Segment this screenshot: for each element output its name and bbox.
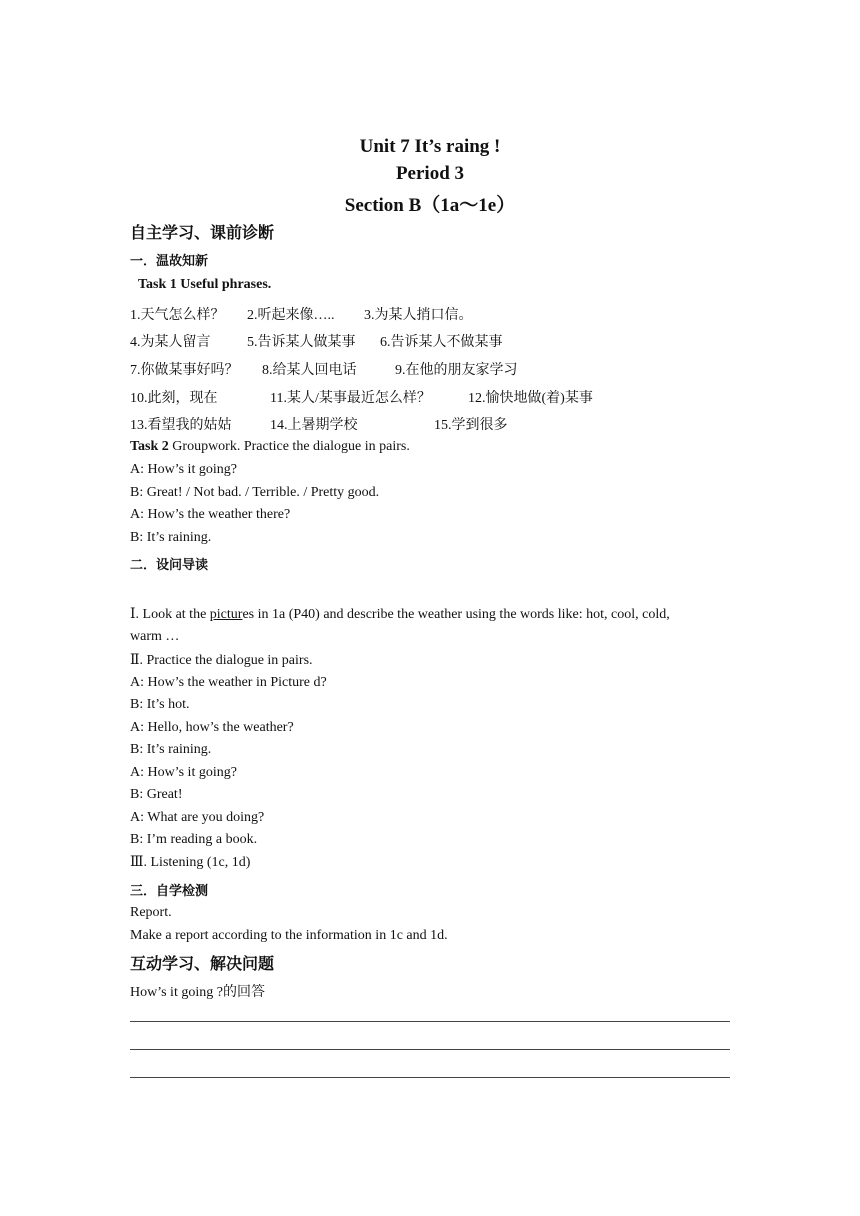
q2-dialogue-1: A: How’s the weather in Picture d?: [130, 675, 327, 690]
phrase-5: 5.告诉某人做某事: [247, 335, 356, 350]
phrase-1: 1.天气怎么样？: [130, 308, 225, 323]
report-label: Report.: [130, 905, 172, 920]
task2-text: Groupwork. Practice the dialogue in pairs.: [168, 439, 410, 454]
part2-question: How’s it going ?的回答: [130, 985, 265, 1000]
sub-heading-review: 一．温故知新: [130, 254, 209, 269]
report-text: Make a report according to the information in 1c and 1d.: [130, 928, 448, 943]
question-1-continued: warm …: [130, 629, 180, 644]
question-1-pre: Ⅰ. Look at the: [130, 607, 210, 622]
answer-line-3: [130, 1077, 730, 1078]
phrase-9: 9.在他的朋友家学习: [395, 363, 518, 378]
phrase-3: 3.为某人捎口信。: [364, 308, 473, 323]
part2-heading: 互动学习、解决问题: [130, 954, 275, 973]
phrase-4: 4.为某人留言: [130, 335, 211, 350]
q2-dialogue-2: B: It’s hot.: [130, 697, 190, 712]
phrase-14: 14.上暑期学校: [270, 418, 358, 433]
task1-label: Task 1 Useful phrases.: [138, 277, 272, 292]
phrase-11: 11.某人/某事最近怎么样？: [270, 391, 431, 406]
q2-dialogue-3: A: Hello, how’s the weather?: [130, 720, 294, 735]
question-1: [130, 606, 670, 623]
phrase-7: 7.你做某事好吗？: [130, 363, 239, 378]
answer-line-2: [130, 1049, 730, 1050]
q2-dialogue-8: B: I’m reading a book.: [130, 832, 258, 847]
question-1-underlined: pictur: [209, 607, 243, 622]
unit-title: Unit 7 It’s raing !: [359, 136, 501, 157]
task2-line: [130, 439, 410, 455]
phrase-8: 8.给某人回电话: [262, 363, 357, 378]
phrase-15: 15.学到很多: [434, 418, 508, 433]
phrase-12: 12.愉快地做(着)某事: [468, 391, 593, 406]
part1-heading: 自主学习、课前诊断: [130, 223, 275, 242]
q2-dialogue-5: A: How’s it going?: [130, 765, 237, 780]
question-2: Ⅱ. Practice the dialogue in pairs.: [130, 653, 313, 668]
phrase-13: 13.看望我的姑姑: [130, 418, 232, 433]
section-title: Section B（1a～1e）: [344, 195, 516, 216]
task2-dialogue-3: A: How’s the weather there?: [130, 507, 291, 522]
phrase-10: 10.此刻，现在: [130, 391, 218, 406]
question-3: Ⅲ. Listening (1c, 1d): [130, 855, 251, 870]
q2-dialogue-4: B: It’s raining.: [130, 742, 212, 757]
sub-heading-guided-reading: 二．设问导读: [130, 558, 209, 573]
task2-label: Task 2: [130, 439, 169, 454]
task2-dialogue-1: A: How’s it going?: [130, 462, 237, 477]
sub-heading-self-check: 三．自学检测: [130, 884, 209, 899]
period-title: Period 3: [395, 163, 465, 184]
q2-dialogue-6: B: Great!: [130, 787, 183, 802]
question-1-post: es in 1a (P40) and describe the weather using the words like: hot, cool, cold,: [242, 607, 670, 622]
q2-dialogue-7: A: What are you doing?: [130, 810, 265, 825]
phrase-6: 6.告诉某人不做某事: [380, 335, 503, 350]
phrase-2: 2.听起来像…..: [247, 308, 335, 323]
answer-line-1: [130, 1021, 730, 1022]
task2-dialogue-2: B: Great! / Not bad. / Terrible. / Pretty good.: [130, 485, 380, 500]
task2-dialogue-4: B: It’s raining.: [130, 530, 212, 545]
